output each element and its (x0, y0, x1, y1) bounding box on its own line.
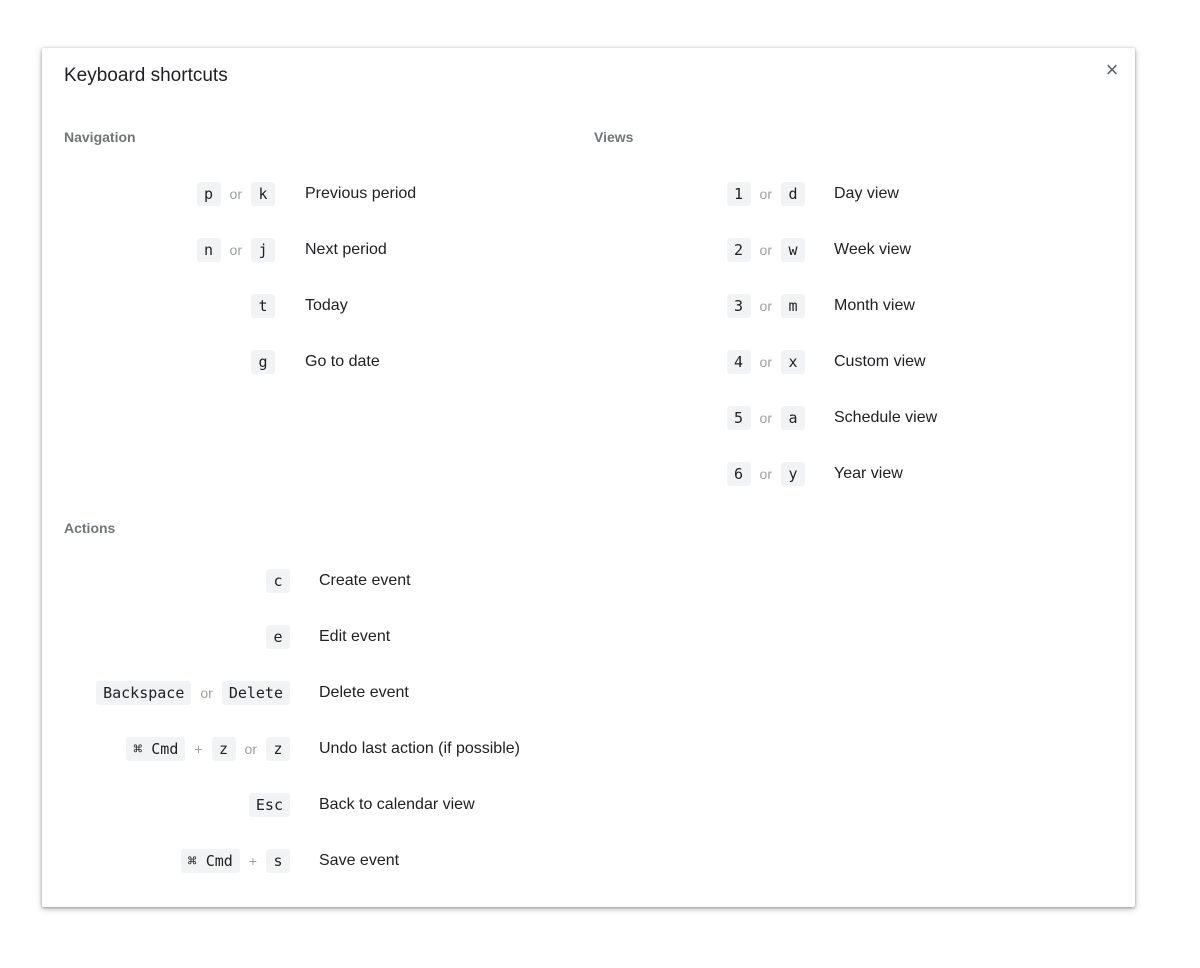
shortcut-description: Today (305, 297, 348, 314)
close-icon[interactable]: × (1105, 57, 1119, 82)
key-cap: 1 (727, 182, 751, 206)
actions-heading: Actions (64, 520, 116, 536)
actions-shortcut-row (42, 849, 1135, 873)
key-cap: y (781, 462, 805, 486)
key-cap: w (781, 238, 805, 262)
actions-shortcut-row (42, 681, 1135, 705)
views-shortcut-row (42, 238, 1135, 262)
shortcut-description: Year view (834, 465, 903, 482)
shortcut-description: Create event (319, 572, 411, 589)
shortcut-description: Month view (834, 297, 915, 314)
shortcut-keys (266, 625, 290, 649)
shortcut-description: Go to date (305, 353, 380, 370)
key-separator: or (759, 242, 772, 258)
key-cap: m (781, 294, 805, 318)
key-separator: + (194, 741, 203, 757)
dialog-title: Keyboard shortcuts (64, 65, 228, 86)
key-cap: x (781, 350, 805, 374)
key-separator: or (759, 354, 772, 370)
key-cap: Esc (249, 793, 290, 817)
key-cap: c (266, 569, 290, 593)
actions-shortcut-row (42, 625, 1135, 649)
key-cap: Delete (222, 681, 290, 705)
key-separator: or (229, 186, 242, 202)
shortcut-keys (126, 737, 290, 761)
shortcut-description: Back to calendar view (319, 796, 475, 813)
key-separator: or (759, 298, 772, 314)
key-cap: s (266, 849, 290, 873)
key-cap: k (251, 182, 275, 206)
key-cap: ⌘ Cmd (181, 849, 240, 873)
shortcut-keys (181, 849, 290, 873)
shortcut-description: Schedule view (834, 409, 938, 426)
key-cap: g (251, 350, 275, 374)
shortcut-keys (249, 793, 290, 817)
views-shortcut-row (42, 406, 1135, 430)
shortcut-description: Delete event (319, 684, 409, 701)
key-cap: 6 (727, 462, 751, 486)
key-cap: d (781, 182, 805, 206)
actions-shortcut-row (42, 569, 1135, 593)
key-cap: 4 (727, 350, 751, 374)
shortcut-keys (266, 569, 290, 593)
key-cap: 2 (727, 238, 751, 262)
shortcut-keys (96, 681, 290, 705)
shortcut-keys (727, 182, 805, 206)
actions-shortcut-row (42, 737, 1135, 761)
key-separator: or (244, 741, 257, 757)
key-cap: Backspace (96, 681, 191, 705)
key-separator: or (759, 466, 772, 482)
key-cap: p (197, 182, 221, 206)
key-cap: 5 (727, 406, 751, 430)
views-shortcut-row (42, 462, 1135, 486)
key-cap: a (781, 406, 805, 430)
actions-shortcut-row (42, 793, 1135, 817)
shortcut-description: Custom view (834, 353, 926, 370)
key-cap: ⌘ Cmd (126, 737, 185, 761)
shortcut-description: Previous period (305, 185, 417, 202)
shortcut-keys (727, 238, 805, 262)
views-shortcut-row (42, 350, 1135, 374)
shortcut-keys (727, 350, 805, 374)
key-cap: z (266, 737, 290, 761)
shortcut-keys (727, 406, 805, 430)
shortcut-keys (727, 294, 805, 318)
keyboard-shortcuts-dialog (42, 48, 1135, 907)
navigation-heading: Navigation (64, 129, 136, 145)
shortcut-description: Next period (305, 241, 387, 258)
views-shortcut-row (42, 294, 1135, 318)
shortcut-description: Undo last action (if possible) (319, 740, 520, 757)
key-cap: 3 (727, 294, 751, 318)
key-cap: e (266, 625, 290, 649)
key-cap: n (197, 238, 221, 262)
key-cap: t (251, 294, 275, 318)
shortcut-keys (727, 462, 805, 486)
key-separator: or (759, 186, 772, 202)
key-cap: z (212, 737, 236, 761)
shortcut-description: Edit event (319, 628, 391, 645)
shortcut-description: Save event (319, 852, 400, 869)
shortcut-description: Week view (834, 241, 912, 258)
key-separator: or (229, 242, 242, 258)
key-separator: + (248, 853, 257, 869)
shortcut-description: Day view (834, 185, 899, 202)
views-shortcut-row (42, 182, 1135, 206)
key-separator: or (200, 685, 213, 701)
views-heading: Views (594, 129, 634, 145)
key-cap: j (251, 238, 275, 262)
key-separator: or (759, 410, 772, 426)
